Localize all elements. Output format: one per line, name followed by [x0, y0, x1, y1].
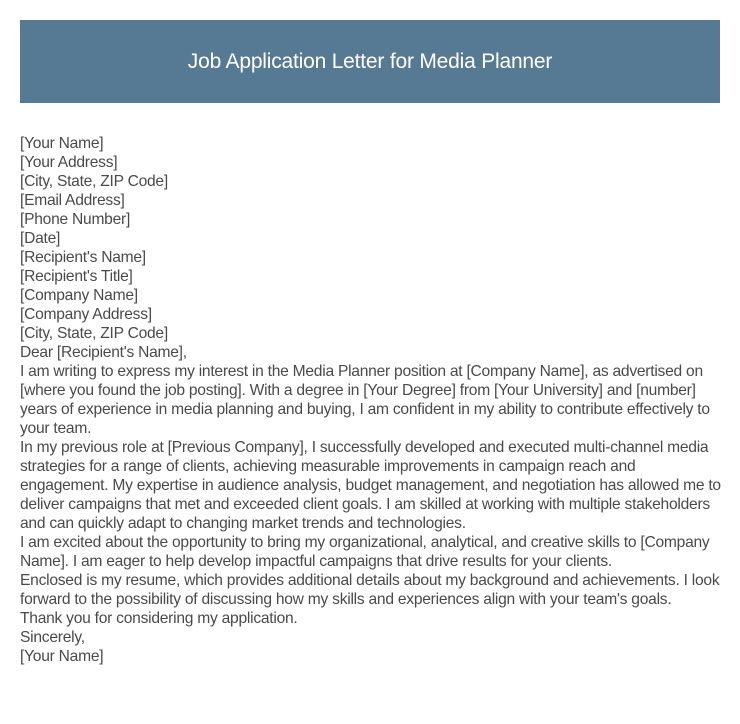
- closing: Sincerely,: [20, 629, 85, 646]
- paragraph-motivation: I am excited about the opportunity to bring my organizational, analytical, and creative skills to [Company Name]. I am eager to help develop impactful campaigns that drive results for your clients.: [20, 534, 710, 570]
- letter-date: [Date]: [20, 230, 61, 247]
- sender-name: [Your Name]: [20, 135, 104, 152]
- recipient-address: [Company Address]: [20, 306, 152, 323]
- recipient-name: [Recipient's Name]: [20, 249, 146, 266]
- paragraph-thanks: Thank you for considering my application.: [20, 610, 298, 627]
- title-banner: [20, 20, 720, 103]
- paragraph-enclosure: Enclosed is my resume, which provides additional details about my background and achievements. I look forward to the possibility of discussing how my skills and experiences align with your team's goals.: [20, 572, 720, 608]
- recipient-company: [Company Name]: [20, 287, 138, 304]
- signature: [Your Name]: [20, 648, 104, 665]
- recipient-title: [Recipient's Title]: [20, 268, 133, 285]
- sender-email: [Email Address]: [20, 192, 125, 209]
- sender-address: [Your Address]: [20, 154, 118, 171]
- paragraph-experience: In my previous role at [Previous Company], I successfully developed and executed multi-channel media strategies for a range of clients, achieving measurable improvements in campaign reach and engagement. My expertise in audience analysis, budget management, and negotiation has allowed me to deliver campaigns that met and exceeded client goals. I am skilled at working with multiple stakeholders and can quickly adapt to changing market trends and technologies.: [20, 439, 721, 532]
- paragraph-intro: I am writing to express my interest in the Media Planner position at [Company Name], as advertised on [where you found the job posting]. With a degree in [Your Degree] from [Your University] and [number] years of experience in media planning and buying, I am confident in my ability to contribute effectively to your team.: [20, 363, 710, 437]
- salutation: Dear [Recipient's Name],: [20, 344, 187, 361]
- letter-body: [20, 134, 725, 666]
- page-title: Job Application Letter for Media Planner: [187, 49, 553, 73]
- recipient-city-state-zip: [City, State, ZIP Code]: [20, 325, 168, 342]
- sender-city-state-zip: [City, State, ZIP Code]: [20, 173, 168, 190]
- sender-phone: [Phone Number]: [20, 211, 131, 228]
